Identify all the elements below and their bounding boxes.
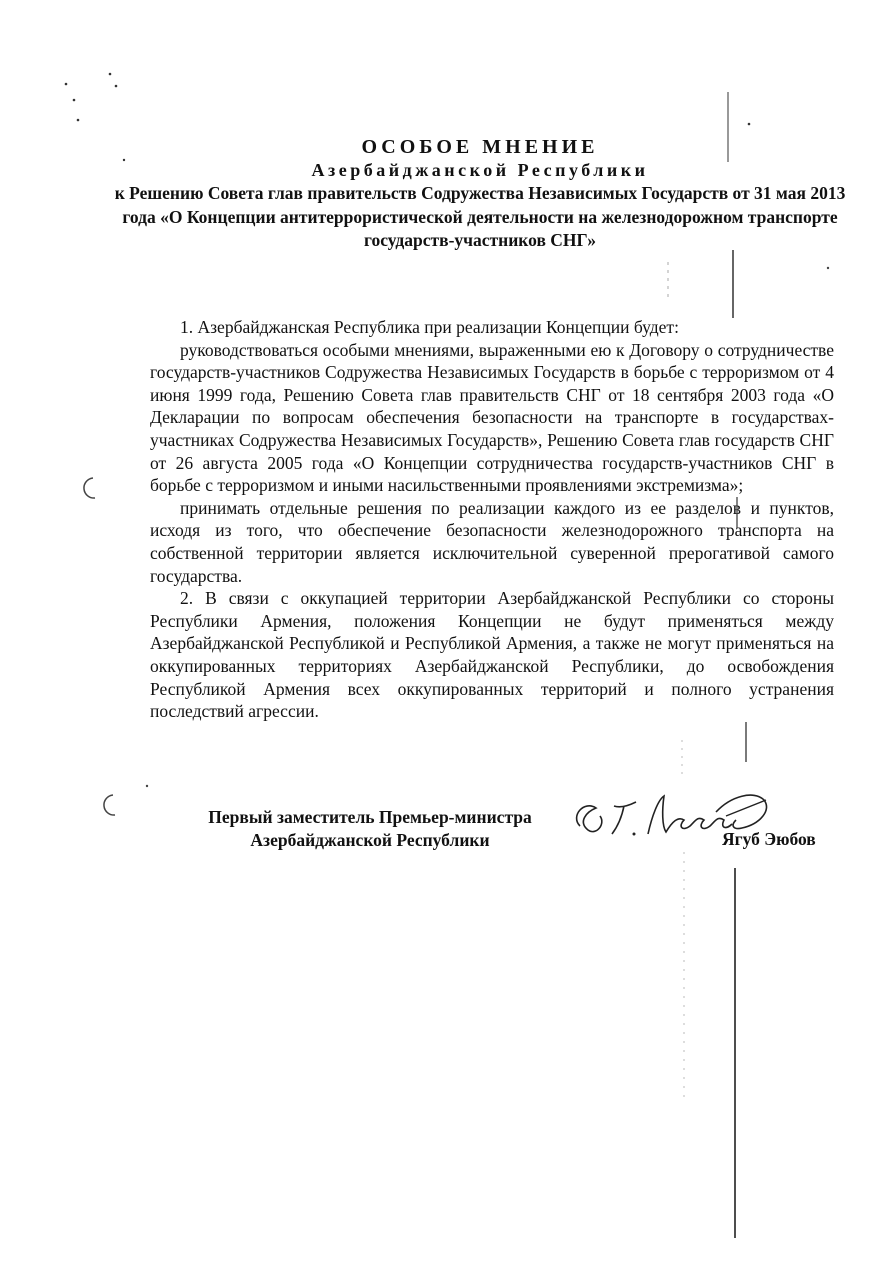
signatory-position	[180, 806, 560, 852]
paragraph-3: принимать отдельные решения по реализации каждого из ее разделов и пунктов, исходя из того, что обеспечение безопасности железнодорожного транспорта на собственной территории является исключительной суверенной прерогативой самого государства.	[150, 497, 834, 586]
document-country: Азербайджанской Республики	[311, 160, 649, 180]
document-body	[150, 316, 834, 723]
signatory-position-line1: Первый заместитель Премьер-министра	[208, 807, 532, 827]
paragraph-2: руководствоваться особыми мнениями, выраженными ею к Договору о сотрудничестве государств-участников Содружества Независимых Государств в борьбе с терроризмом от 4 июня 1999 года, Решению Совета глав правительств СНГ от 18 сентября 2003 года «О Декларации по вопросам обеспечения безопасности на транспорте в государствах-участниках Содружества Независимых Государств», Решению Совета глав государств СНГ от 26 августа 2005 года «О Концепции сотрудничества государств-участников СНГ в борьбе с терроризмом и иными насильственными проявлениями экстремизма»;	[150, 339, 834, 496]
paragraph-1: 1. Азербайджанская Республика при реализации Концепции будет:	[180, 317, 679, 337]
document-title: ОСОБОЕ МНЕНИЕ	[361, 136, 599, 158]
paragraph-4: 2. В связи с оккупацией территории Азербайджанской Республики со стороны Республики Армения, положения Концепции не будут применяться между Азербайджанской Республикой и Республикой Армения, а также не могут применяться на оккупированных территориях Азербайджанской Республики, до освобождения Республикой Армения всех оккупированных территорий и полного устранения последствий агрессии.	[150, 588, 834, 722]
signatory-position-line2: Азербайджанской Республики	[250, 830, 490, 850]
document-subtitle: к Решению Совета глав правительств Содружества Независимых Государств от 31 мая 2013 года «О Концепции антитеррористической деятельности на железнодорожном транспорте государств-участников СНГ»	[114, 183, 846, 250]
signatory-name: Ягуб Эюбов	[722, 829, 816, 849]
